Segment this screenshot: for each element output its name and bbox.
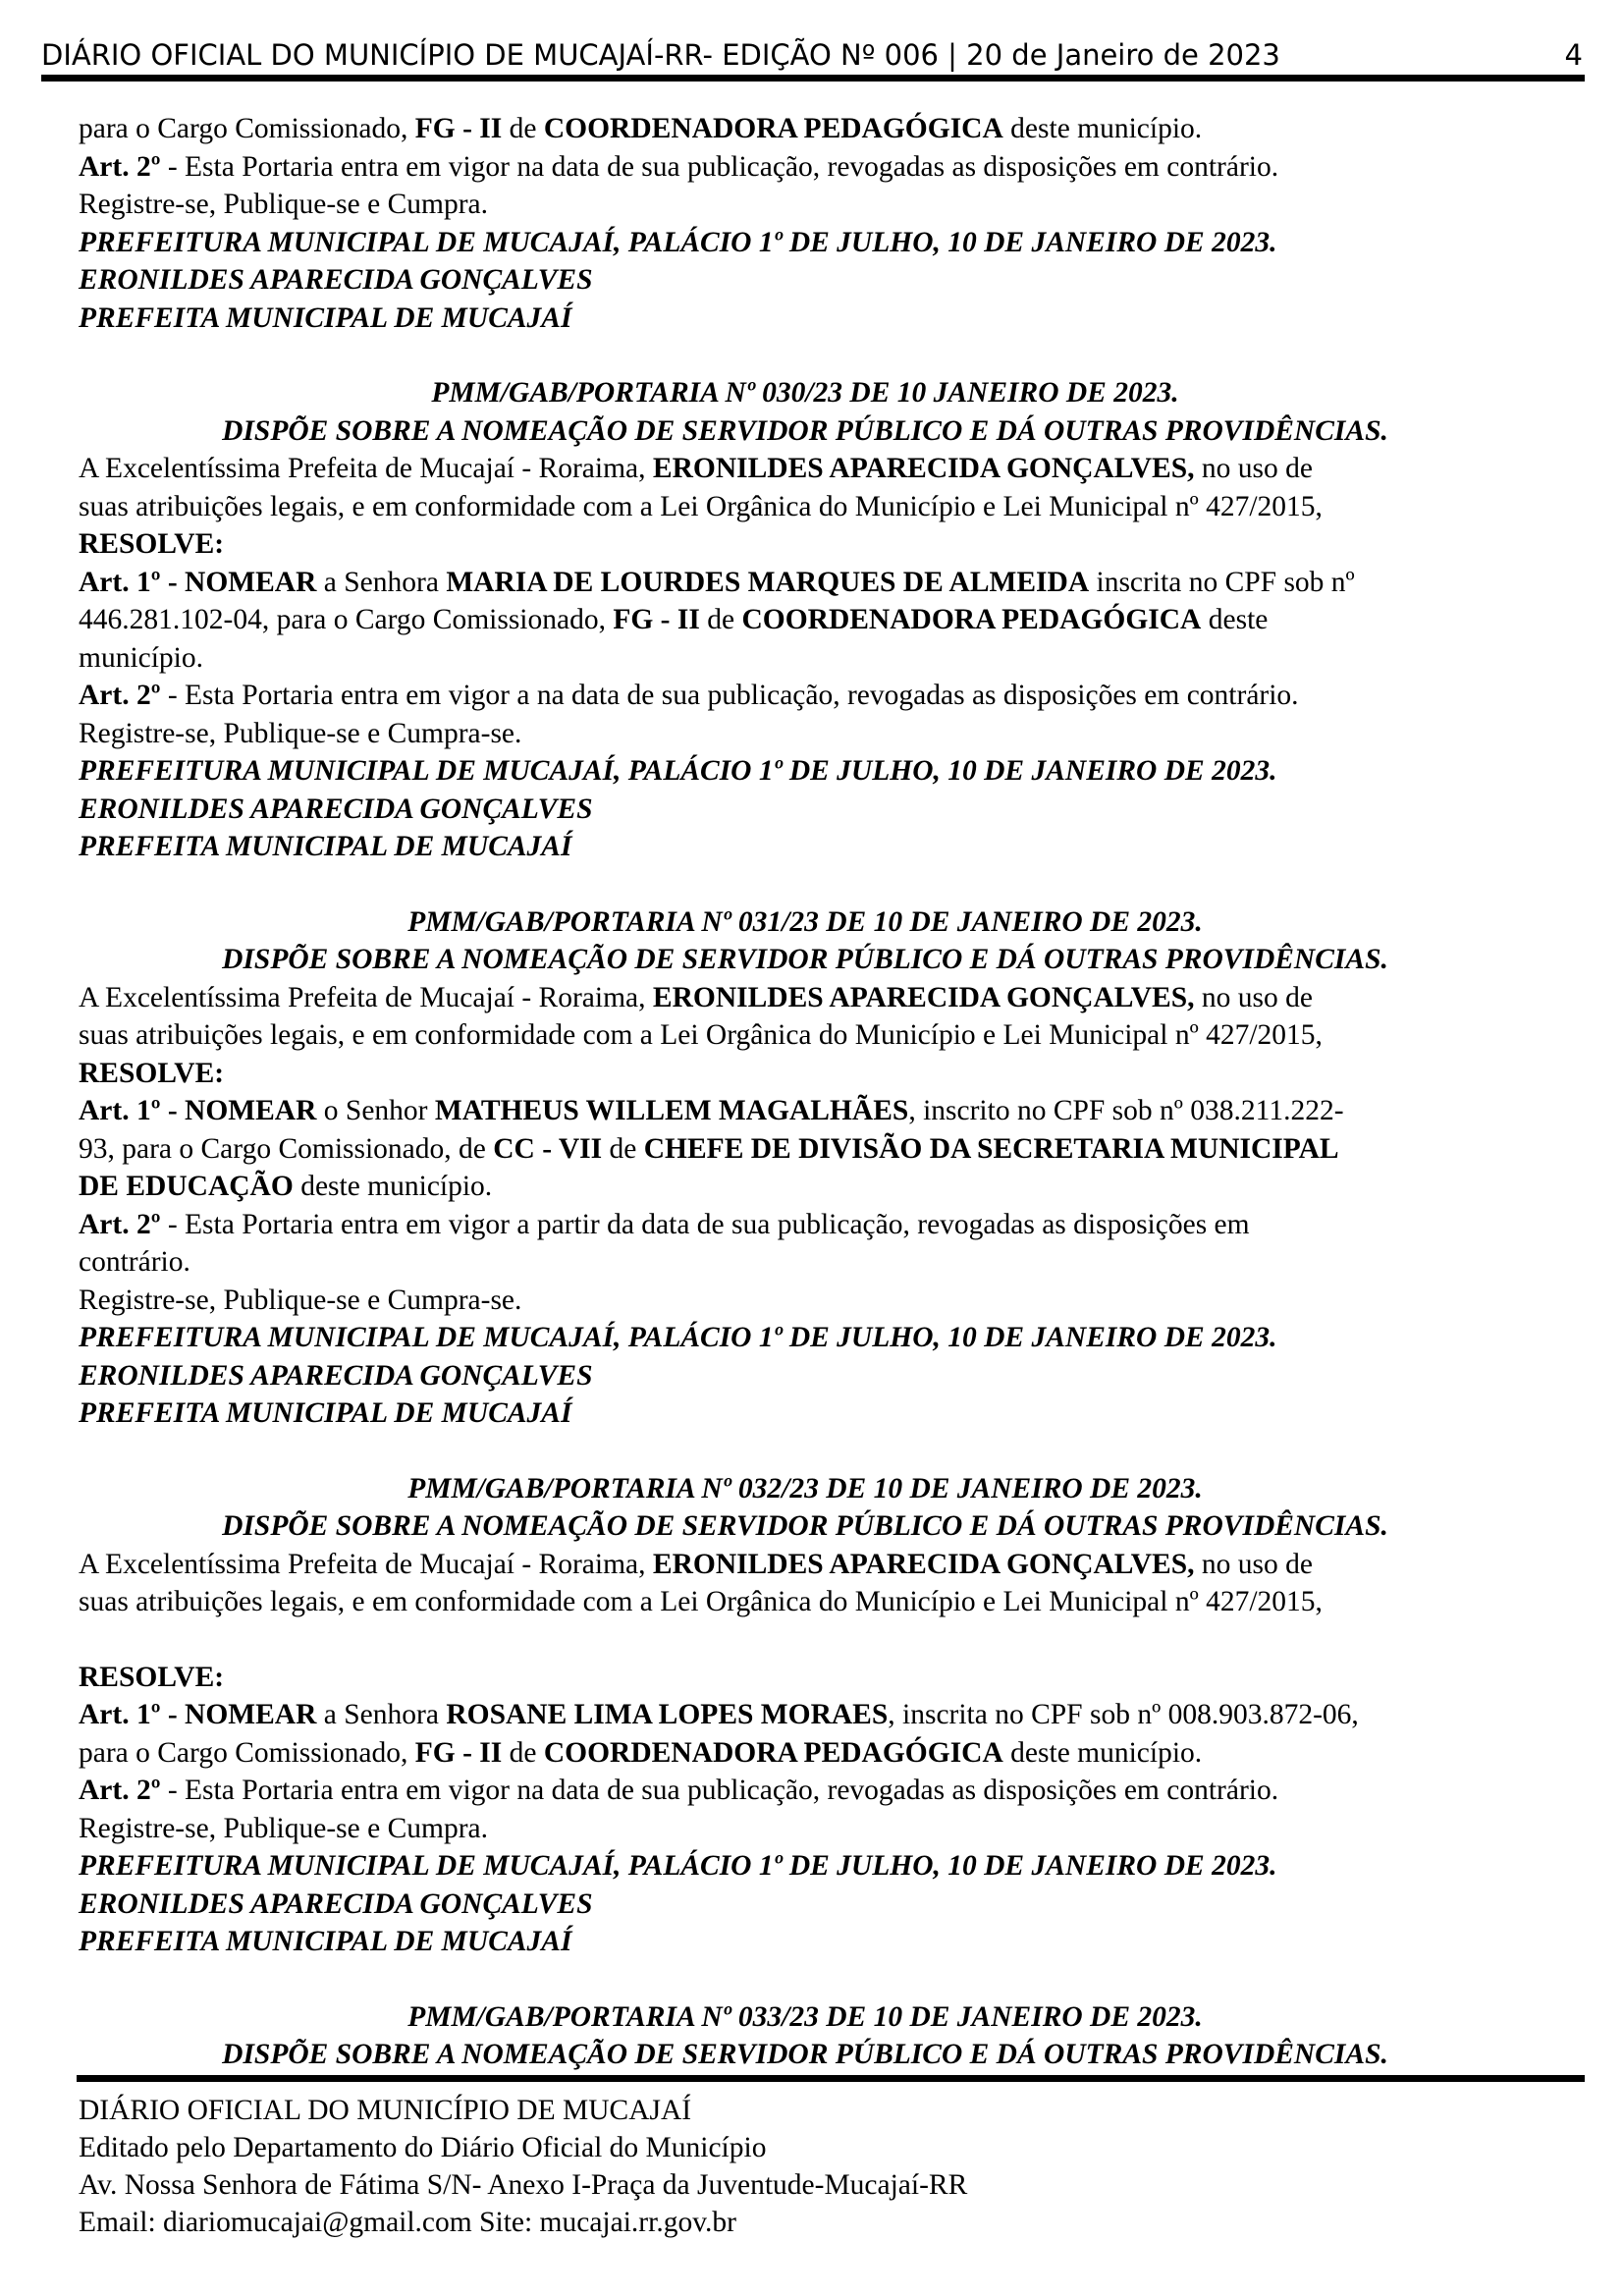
footer-address: Av. Nossa Senhora de Fátima S/N- Anexo I-Praça da Juventude-Mucajaí-RR bbox=[79, 2169, 968, 2201]
preamble-line-2: suas atribuições legais, e em conformidade com a Lei Orgânica do Município e Lei Municipal nº 427/2015, bbox=[79, 490, 1323, 522]
closing-office: PREFEITA MUNICIPAL DE MUCAJAÍ bbox=[79, 301, 572, 334]
closing-place-date: PREFEITURA MUNICIPAL DE MUCAJAÍ, PALÁCIO 1º DE JULHO, 10 DE JANEIRO DE 2023. bbox=[79, 226, 1277, 258]
portaria-030 bbox=[79, 374, 1551, 866]
art1-line-3: DE EDUCAÇÃO deste município. bbox=[79, 1171, 493, 1202]
resolve-heading: RESOLVE: bbox=[79, 1057, 225, 1089]
closing-signer: ERONILDES APARECIDA GONÇALVES bbox=[79, 264, 593, 296]
portaria-subject: DISPÕE SOBRE A NOMEAÇÃO DE SERVIDOR PÚBLICO E DÁ OUTRAS PROVIDÊNCIAS. bbox=[222, 944, 1388, 975]
art1-line-2: para o Cargo Comissionado, FG - II de COORDENADORA PEDAGÓGICA deste município. bbox=[79, 1736, 1203, 1769]
closing-office: PREFEITA MUNICIPAL DE MUCAJAÍ bbox=[79, 1926, 572, 1957]
closing-signer: ERONILDES APARECIDA GONÇALVES bbox=[79, 793, 593, 825]
portaria-032 bbox=[79, 1470, 1551, 1961]
register-line: Registre-se, Publique-se e Cumpra-se. bbox=[79, 1284, 522, 1316]
portaria-title: PMM/GAB/PORTARIA Nº 032/23 DE 10 DE JANEIRO DE 2023. bbox=[407, 1472, 1203, 1504]
art1-line-2: 446.281.102-04, para o Cargo Comissionado, FG - II de COORDENADORA PEDAGÓGICA deste bbox=[79, 604, 1269, 635]
footer-rule bbox=[77, 2075, 1585, 2082]
page-number: 4 bbox=[1564, 38, 1583, 72]
portaria-continuation bbox=[79, 110, 1551, 337]
art2-line: Art. 2º - Esta Portaria entra em vigor na data de sua publicação, revogadas as disposições em contrário. bbox=[79, 150, 1279, 183]
resolve-heading: RESOLVE: bbox=[79, 1661, 225, 1693]
portaria-033 bbox=[79, 1998, 1551, 2074]
preamble-line: A Excelentíssima Prefeita de Mucajaí - Roraima, ERONILDES APARECIDA GONÇALVES, no uso de bbox=[79, 981, 1313, 1013]
register-line: Registre-se, Publique-se e Cumpra. bbox=[79, 1812, 489, 1844]
header-rule bbox=[41, 75, 1585, 82]
portaria-subject: DISPÕE SOBRE A NOMEAÇÃO DE SERVIDOR PÚBLICO E DÁ OUTRAS PROVIDÊNCIAS. bbox=[222, 1510, 1388, 1542]
document-body bbox=[79, 110, 1551, 2074]
footer-contact: Email: diariomucajai@gmail.com Site: mucajai.rr.gov.br bbox=[79, 2207, 736, 2238]
art2-line: Art. 2º - Esta Portaria entra em vigor na data de sua publicação, revogadas as disposições em contrário. bbox=[79, 1775, 1279, 1806]
art2-line-2: contrário. bbox=[79, 1246, 190, 1278]
portaria-subject: DISPÕE SOBRE A NOMEAÇÃO DE SERVIDOR PÚBLICO E DÁ OUTRAS PROVIDÊNCIAS. bbox=[222, 2039, 1388, 2070]
portaria-031 bbox=[79, 903, 1551, 1433]
portaria-title: PMM/GAB/PORTARIA Nº 030/23 DE 10 JANEIRO DE 2023. bbox=[431, 377, 1179, 409]
header-title: DIÁRIO OFICIAL DO MUNICÍPIO DE MUCAJAÍ-RR- EDIÇÃO Nº 006 | 20 de Janeiro de 2023 bbox=[41, 38, 1280, 72]
resolve-heading: RESOLVE: bbox=[79, 528, 225, 560]
page-footer bbox=[79, 2092, 967, 2241]
art1-line-3: município. bbox=[79, 641, 204, 674]
page-header bbox=[41, 37, 1583, 73]
footer-publication: DIÁRIO OFICIAL DO MUNICÍPIO DE MUCAJAÍ bbox=[79, 2095, 692, 2126]
closing-place-date: PREFEITURA MUNICIPAL DE MUCAJAÍ, PALÁCIO 1º DE JULHO, 10 DE JANEIRO DE 2023. bbox=[79, 1322, 1277, 1353]
closing-signer: ERONILDES APARECIDA GONÇALVES bbox=[79, 1887, 593, 1920]
closing-place-date: PREFEITURA MUNICIPAL DE MUCAJAÍ, PALÁCIO 1º DE JULHO, 10 DE JANEIRO DE 2023. bbox=[79, 1850, 1277, 1882]
closing-office: PREFEITA MUNICIPAL DE MUCAJAÍ bbox=[79, 1397, 572, 1429]
portaria-subject: DISPÕE SOBRE A NOMEAÇÃO DE SERVIDOR PÚBLICO E DÁ OUTRAS PROVIDÊNCIAS. bbox=[222, 414, 1388, 447]
closing-signer: ERONILDES APARECIDA GONÇALVES bbox=[79, 1359, 593, 1392]
closing-office: PREFEITA MUNICIPAL DE MUCAJAÍ bbox=[79, 831, 572, 862]
preamble-line: A Excelentíssima Prefeita de Mucajaí - Roraima, ERONILDES APARECIDA GONÇALVES, no uso de bbox=[79, 1548, 1313, 1580]
preamble-line-2: suas atribuições legais, e em conformidade com a Lei Orgânica do Município e Lei Municipal nº 427/2015, bbox=[79, 1586, 1323, 1617]
portaria-title: PMM/GAB/PORTARIA Nº 033/23 DE 10 DE JANEIRO DE 2023. bbox=[407, 2000, 1203, 2033]
art2-line: Art. 2º - Esta Portaria entra em vigor a partir da data de sua publicação, revogadas as disposições em bbox=[79, 1208, 1250, 1240]
art1-line: Art. 1º - NOMEAR o Senhor MATHEUS WILLEM MAGALHÃES, inscrito no CPF sob nº 038.211.222- bbox=[79, 1095, 1344, 1126]
art1-line-2: 93, para o Cargo Comissionado, de CC - VII de CHEFE DE DIVISÃO DA SECRETARIA MUNICIPAL bbox=[79, 1132, 1339, 1165]
portaria-title: PMM/GAB/PORTARIA Nº 031/23 DE 10 DE JANEIRO DE 2023. bbox=[407, 905, 1203, 938]
preamble-line-2: suas atribuições legais, e em conformidade com a Lei Orgânica do Município e Lei Municipal nº 427/2015, bbox=[79, 1019, 1323, 1051]
art2-line: Art. 2º - Esta Portaria entra em vigor a na data de sua publicação, revogadas as disposições em contrário. bbox=[79, 680, 1299, 711]
closing-place-date: PREFEITURA MUNICIPAL DE MUCAJAÍ, PALÁCIO 1º DE JULHO, 10 DE JANEIRO DE 2023. bbox=[79, 755, 1277, 787]
register-line: Registre-se, Publique-se e Cumpra. bbox=[79, 189, 489, 220]
art1-line: Art. 1º - NOMEAR a Senhora ROSANE LIMA LOPES MORAES, inscrita no CPF sob nº 008.903.872-06, bbox=[79, 1699, 1359, 1730]
art1-line: Art. 1º - NOMEAR a Senhora MARIA DE LOURDES MARQUES DE ALMEIDA inscrita no CPF sob nº bbox=[79, 566, 1355, 598]
register-line: Registre-se, Publique-se e Cumpra-se. bbox=[79, 717, 522, 749]
cargo-line: para o Cargo Comissionado, FG - II de COORDENADORA PEDAGÓGICA deste município. bbox=[79, 113, 1203, 144]
footer-editor: Editado pelo Departamento do Diário Oficial do Município bbox=[79, 2132, 767, 2163]
preamble-line: A Excelentíssima Prefeita de Mucajaí - Roraima, ERONILDES APARECIDA GONÇALVES, no uso de bbox=[79, 453, 1313, 484]
